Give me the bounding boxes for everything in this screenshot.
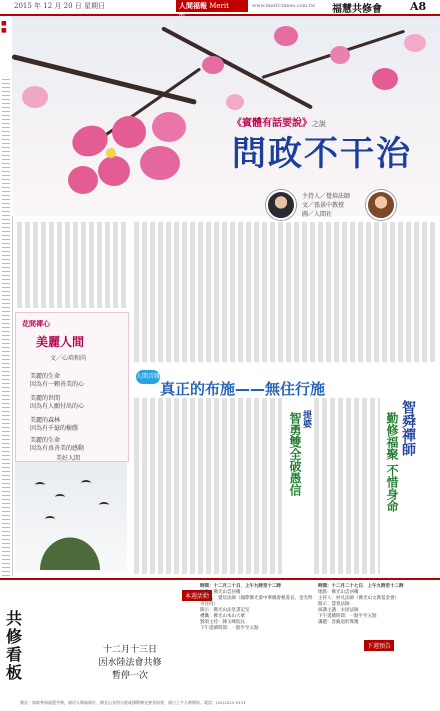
schedule-line: 講題：菩薩道的實踐 (318, 620, 359, 625)
poem-line: 美麗的森林 (30, 417, 61, 424)
blossom-petal (68, 121, 112, 162)
poem-line: 因為有人願付出的心 (30, 403, 85, 410)
author-photo (366, 190, 396, 220)
notice-date: 十二月十三日 (102, 645, 157, 655)
blossom-petal (152, 112, 186, 142)
bird-shape (45, 516, 55, 522)
next-week-schedule (318, 584, 436, 626)
blossom-petal (22, 86, 48, 108)
music-logo-badge: 人間音緣 (136, 370, 160, 384)
schedule-line: 主持人：妙凡法師（佛光山文教基金會） (318, 596, 399, 601)
article-text-column (15, 222, 127, 308)
schedule-line: 開示：佛光山法堂書記室 (200, 608, 250, 613)
schedule-line: 贊頌主持：陳玉峰院長 (200, 620, 245, 625)
poem-title: 美麗人間 (36, 335, 85, 349)
section-name: 福慧共修會 (332, 4, 382, 15)
feature-a-title: 智舜禪師 (400, 400, 416, 456)
host-photo (266, 190, 296, 220)
poem-line: 美好人間 (56, 455, 81, 462)
schedule-line: 開示：慧寬法師 (318, 602, 350, 607)
schedule-line: 主持人：覺培法師（國際佛光會中華總會秘書長、金光明寺住持） (200, 596, 313, 607)
feature-a-subtitle: 勤修福聚 不惜身命 (385, 412, 399, 513)
blossom-petal (372, 68, 398, 90)
bird-shape (99, 502, 109, 508)
schedule-line: 禮懺：佛光山本山大眾 (200, 614, 245, 619)
next-week-label: 下週預告 (364, 640, 394, 651)
this-week-schedule (200, 584, 316, 632)
schedule-line: 時間：十二月二十日．上午九時至十二時 (200, 584, 281, 589)
schedule-line: 地點：佛光山雲居樓 (318, 590, 359, 595)
credit-host: 主持人／覺培法師 (302, 193, 351, 200)
credit-writer: 文／張景中教授 (302, 202, 345, 209)
newspaper-logo[interactable] (176, 0, 248, 12)
article-credit (302, 192, 350, 219)
blossom-petal (404, 34, 426, 52)
birds-illustration (15, 462, 127, 572)
page-number: A8 (410, 0, 427, 13)
poem-author: 文／心培和尚 (50, 355, 87, 362)
poem-box (15, 312, 129, 462)
article-text-column (132, 222, 436, 362)
page-header (0, 0, 440, 16)
schedule-line: 演講主講：永固法師 (318, 608, 359, 613)
schedule-line: 下午延續時間：一點半至五點 (200, 626, 259, 631)
logo-english: Merit (209, 2, 229, 10)
blossom-petal (226, 94, 244, 110)
plant-shape (35, 532, 105, 570)
poem-line: 因為有千億的樹蔭 (30, 425, 79, 432)
article-headline: 問政不干治 (232, 134, 412, 174)
bulletin-notice (82, 642, 178, 681)
notice-status: 暫停一次 (111, 671, 148, 681)
feature-b-subtitle: 智勇雙全破愚信 (288, 412, 302, 496)
credit-photo: 圖／人間社 (302, 211, 333, 218)
bulletin-title: 共修看板 (6, 609, 23, 682)
schedule-line: 時間：十二月二十七日．上午九時至十二時 (318, 584, 404, 589)
issue-date: 2015 年 12 月 20 日 星期日 (14, 2, 105, 10)
notice-reason: 因水陸法會共修 (98, 658, 162, 668)
feature-subheadline: 真正的布施——無住行施 (160, 380, 326, 398)
kicker-suffix: 之說 (312, 120, 326, 128)
bird-shape (81, 480, 91, 486)
blossom-petal (202, 56, 224, 74)
kicker-text: 《賓體有話要說》 (232, 118, 312, 129)
poem-line: 因為有真善美的感動 (30, 445, 85, 452)
logo-chinese: 人間福報 (179, 1, 207, 10)
feature-text-column (312, 398, 380, 574)
blossom-petal (98, 156, 130, 186)
cherry-blossom-banner (12, 16, 440, 216)
bulletin-footer: 備註：如欲參加福慧共修，請洽人間福報社、佛光山各別分院或國際佛光會各協會，週日上午九時開始。電話：(02)2523-0111 (20, 700, 246, 705)
schedule-line: 地點：佛光山雲居樓 (200, 590, 241, 595)
feature-text-column (132, 398, 282, 574)
website-url[interactable]: www.merit-times.com.tw (252, 3, 316, 9)
poem-column-name: 花間禪心 (22, 319, 50, 328)
schedule-line: 下午延續時間：一點半至五點 (318, 614, 377, 619)
this-week-label: 本週活動 (182, 590, 212, 601)
blossom-petal (68, 166, 98, 194)
poem-line: 因為有一顆善美的心 (30, 381, 85, 388)
index-lines (2, 76, 10, 576)
poem-line: 美麗的生命 (30, 373, 61, 380)
blossom-center (106, 148, 116, 158)
blossom-petal (140, 146, 180, 180)
blossom-petal (330, 46, 350, 64)
bird-shape (55, 494, 65, 500)
blossom-petal (274, 26, 298, 46)
blossom-petal (112, 116, 146, 148)
poem-line: 美麗的世間 (30, 395, 61, 402)
feature-b-title: 提婆 (301, 410, 311, 428)
bird-shape (35, 482, 45, 488)
poem-line: 美麗的生命 (30, 437, 61, 444)
index-label: ■ ■ (1, 20, 7, 34)
